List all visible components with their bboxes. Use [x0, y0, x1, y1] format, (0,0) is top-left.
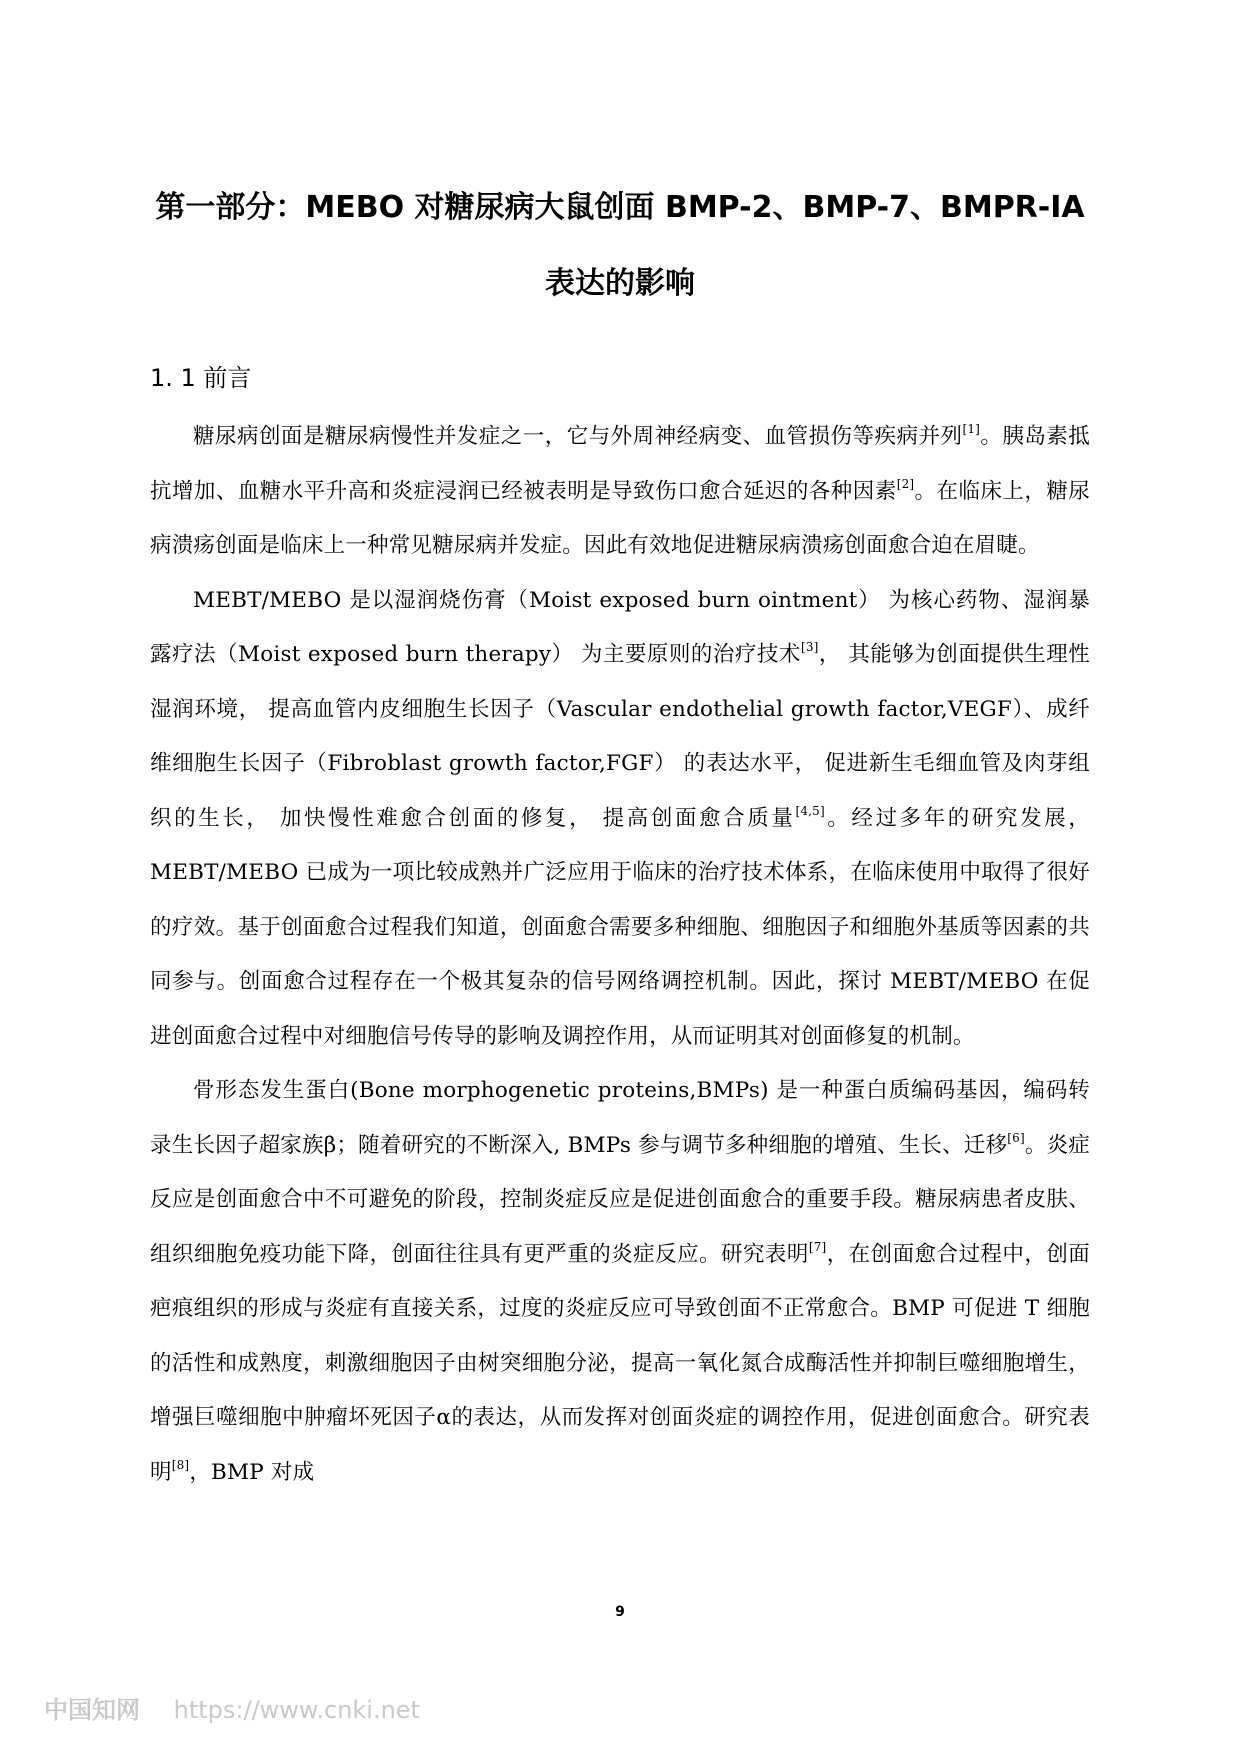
paragraph-text: MEBT/MEBO 是以湿润烧伤膏（Moist exposed burn ointment） 为核心药物、湿润暴露疗法（Moist exposed burn therapy） 为主要原则的治疗技术 [150, 587, 1090, 667]
section-heading: 1. 1 前言 [150, 364, 252, 392]
paragraph-text: 糖尿病创面是糖尿病慢性并发症之一，它与外周神经病变、血管损伤等疾病并列 [193, 424, 963, 449]
citation-marker: [8] [171, 1457, 190, 1472]
paper-title [150, 170, 1090, 322]
paragraph-text: 骨形态发生蛋白(Bone morphogenetic proteins,BMPs) 是一种蛋白质编码基因，编码转录生长因子超家族β；随着研究的不断深入, BMPs 参与调节多种细胞的增殖、生长、迁移 [150, 1078, 1090, 1158]
paragraph-text: 。在临床上，糖尿病溃疡创面是临床上一种常见糖尿病并发症。因此有效地促进糖尿病溃疡创面愈合迫在眉睫。 [150, 478, 1090, 558]
paragraph-text: 。炎症反应是创面愈合中不可避免的阶段，控制炎症反应是促进创面愈合的重要手段。糖尿病患者皮肤、组织细胞免疫功能下降，创面往往具有更严重的炎症反应。研究表明 [150, 1132, 1090, 1267]
source-watermark [44, 1690, 420, 1725]
body-paragraph [150, 1064, 1090, 1500]
body-paragraph [150, 574, 1090, 1065]
page-number: 9 [615, 1604, 625, 1620]
citation-marker: [7] [808, 1239, 827, 1254]
paper-title-line-1: 第一部分：MEBO 对糖尿病大鼠创面 BMP-2、BMP-7、BMPR-IA [155, 190, 1085, 226]
watermark-url: https://www.cnki.net [173, 1696, 420, 1724]
paragraph-text: ， 其能够为创面提供生理性湿润环境， 提高血管内皮细胞生长因子（Vascular endothelial growth factor,VEGF）、成纤维细胞生长因子（Fibroblast growth factor,FGF） 的表达水平， 促进新生毛细血管及肉芽组织的生长， 加快慢性难愈合创面的修复， 提高创面愈合质量 [150, 642, 1090, 831]
body-paragraph [150, 410, 1090, 574]
citation-marker: [1] [962, 422, 981, 436]
paragraph-text: 。经过多年的研究发展，MEBT/MEBO 已成为一项比较成熟并广泛应用于临床的治疗技术体系，在临床使用中取得了很好的疗效。基于创面愈合过程我们知道，创面愈合需要多种细胞、细胞因子和细胞外基质等因素的共同参与。创面愈合过程存在一个极其复杂的信号网络调控机制。因此，探讨 MEBT/MEBO 在促进创面愈合过程中对细胞信号传导的影响及调控作用，从而证明其对创面修复的机制。 [150, 805, 1090, 1049]
paragraph-text: ，BMP 对成 [189, 1459, 315, 1485]
paragraph-text: 。胰岛素抵抗增加、血糖水平升高和炎症浸润已经被表明是导致伤口愈合延迟的各种因素 [150, 424, 1090, 504]
citation-marker: [3] [800, 640, 819, 654]
citation-marker: [6] [1007, 1130, 1025, 1145]
watermark-brand: 中国知网 [44, 1696, 140, 1724]
citation-marker: [4,5] [795, 803, 825, 818]
paragraph-text: ，在创面愈合过程中，创面疤痕组织的形成与炎症有直接关系，过度的炎症反应可导致创面不正常愈合。BMP 可促进 T 细胞的活性和成熟度，刺激细胞因子由树突细胞分泌，提高一氧化氮合成酶活性并抑制巨噬细胞增生，增强巨噬细胞中肿瘤坏死因子α的表达，从而发挥对创面炎症的调控作用，促进创面愈合。研究表明 [150, 1241, 1090, 1485]
paper-title-line-2: 表达的影响 [545, 266, 695, 302]
citation-marker: [2] [896, 476, 915, 491]
body-text [150, 410, 1090, 1500]
